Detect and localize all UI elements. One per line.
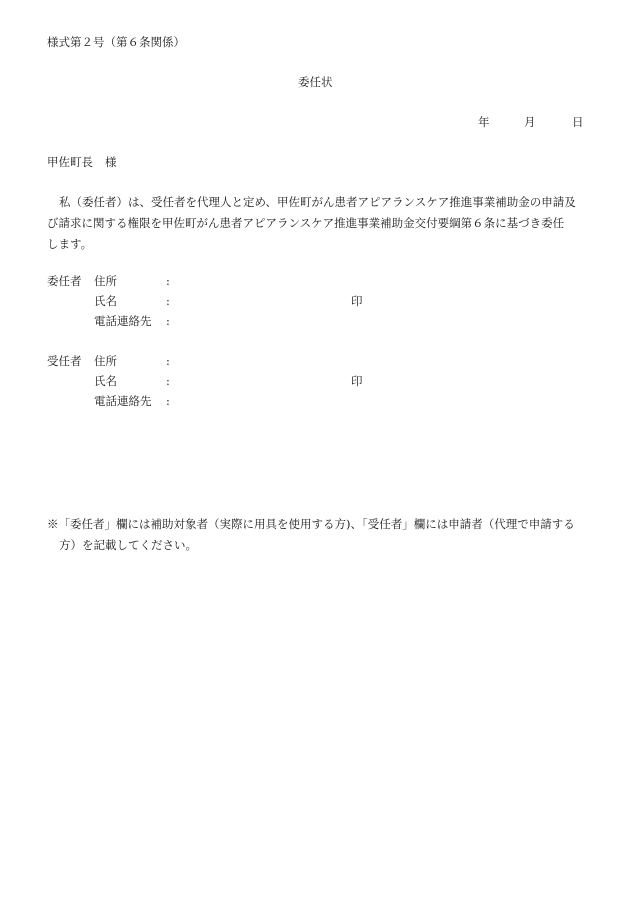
statement-line: び請求に関する権限を甲佐町がん患者アピアランスケア推進事業補助金交付要綱第６条に基づき委任 [47, 216, 565, 230]
addressee-name: 甲佐町長 [47, 155, 93, 169]
delegate-name-colon: : [166, 374, 170, 388]
footnote-line: ※「委任者」欄には補助対象者（実際に用具を使用する方)、「受任者」欄には申請者（代理で申請する [47, 517, 575, 531]
delegate-name-label: 氏名 [94, 374, 117, 388]
delegate-label: 受任者 [47, 354, 82, 368]
delegate-address-label: 住所 [94, 354, 117, 368]
delegate-seal-mark: 印 [351, 374, 363, 388]
date-year-label: 年 [478, 115, 490, 129]
delegation-statement [47, 192, 587, 255]
footnote-line: 方）を記載してください。 [59, 538, 197, 552]
statement-line: します。 [47, 237, 93, 251]
delegator-name-label: 氏名 [94, 294, 117, 308]
delegator-address-label: 住所 [94, 274, 117, 288]
delegate-address-colon: : [166, 354, 170, 368]
delegate-phone-colon: : [166, 394, 170, 408]
footnote [47, 514, 592, 556]
date-month-label: 月 [524, 115, 536, 129]
delegator-address-colon: : [166, 274, 170, 288]
delegator-name-colon: : [166, 294, 170, 308]
delegator-seal-mark: 印 [351, 294, 363, 308]
addressee [47, 156, 117, 170]
date-day-label: 日 [572, 115, 584, 129]
delegator-phone-colon: : [166, 314, 170, 328]
addressee-honorific: 様 [105, 155, 117, 169]
form-number: 様式第２号（第６条関係） [47, 35, 185, 49]
statement-line: 私（委任者）は、受任者を代理人と定め、甲佐町がん患者アピアランスケア推進事業補助金の申請及 [59, 195, 576, 209]
delegator-phone-label: 電話連絡先 [94, 314, 152, 328]
delegate-phone-label: 電話連絡先 [94, 394, 152, 408]
delegator-label: 委任者 [47, 274, 82, 288]
document-title: 委任状 [298, 75, 333, 89]
